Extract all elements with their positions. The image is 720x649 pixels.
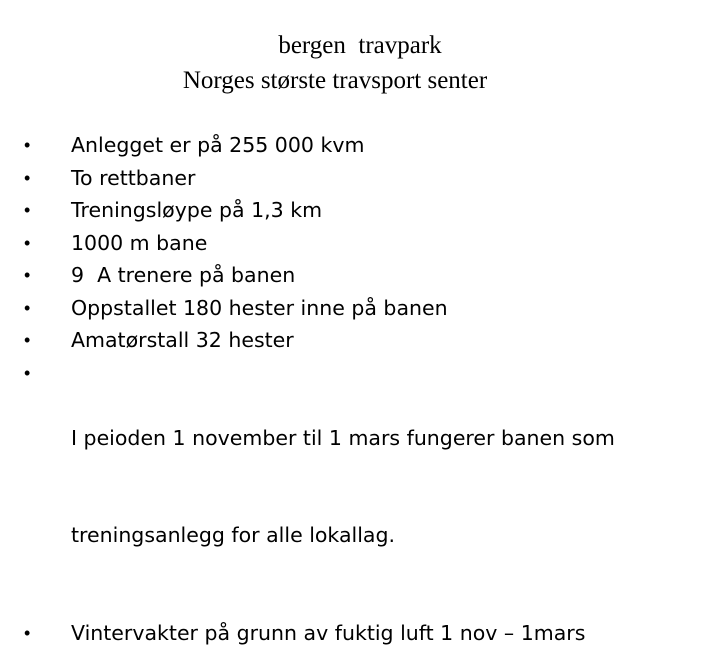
bullet-text: Amatørstall 32 hester [71,324,712,357]
bullet-item [22,129,712,162]
bullet-text-multiline [71,357,712,617]
bullet-text: 1000 m bane [71,227,712,260]
bullet-icon: • [24,324,30,357]
bullet-icon: • [24,162,30,195]
bullet-item [22,292,712,325]
title-line-2: Norges største travsport senter [0,63,720,98]
bullet-text: To rettbaner [71,162,712,195]
bullet-icon: • [24,259,30,292]
bullet-text: Anlegget er på 255 000 kvm [71,129,712,162]
bullet-text: Oppstallet 180 hester inne på banen [71,292,712,325]
bullet-text-line-1: I peioden 1 november til 1 mars fungerer banen som [71,422,712,455]
bullet-item [22,617,712,649]
bullet-icon: • [24,227,30,260]
slide-title [0,28,720,98]
bullet-text: 9 A trenere på banen [71,259,712,292]
bullet-icon: • [24,129,30,162]
bullet-item [22,259,712,292]
bullet-text-line-2: treningsanlegg for alle lokallag. [71,519,712,552]
bullet-icon: • [24,357,30,390]
bullet-icon: • [24,617,30,649]
bullet-text: Treningsløype på 1,3 km [71,194,712,227]
bullet-item [22,194,712,227]
bullet-icon: • [24,194,30,227]
bullet-text: Vintervakter på grunn av fuktig luft 1 nov – 1mars [71,617,712,649]
bullet-icon: • [24,292,30,325]
bullet-item [22,357,712,617]
bullet-item [22,227,712,260]
bullet-item [22,324,712,357]
title-line-1: bergen travpark [0,28,720,63]
bullet-list [22,129,712,649]
bullet-item [22,162,712,195]
